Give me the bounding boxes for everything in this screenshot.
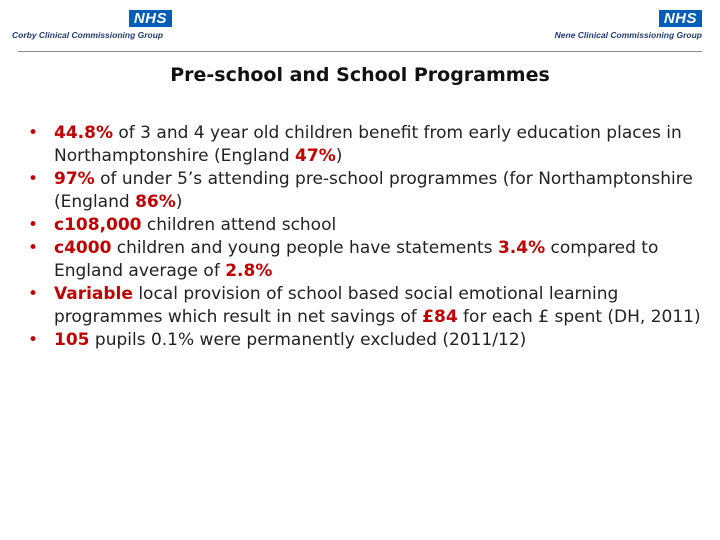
bullet-text: children attend school xyxy=(141,215,337,235)
bullet-text: for each £ spent (DH, 2011) xyxy=(457,307,701,327)
bullet-text: children and young people have statements xyxy=(111,238,498,258)
corby-ccg-logo xyxy=(12,8,172,40)
bullet-text: local provision of school based social emotional learning programmes which result in net savings of xyxy=(54,284,619,327)
bullet-item xyxy=(22,168,702,214)
highlight-value: c4000 xyxy=(54,238,112,258)
highlight-value: Variable xyxy=(54,284,133,304)
bullet-list xyxy=(22,122,702,352)
nene-ccg-name: Nene Clinical Commissioning Group xyxy=(554,30,702,40)
header xyxy=(0,0,720,52)
bullet-icon: • xyxy=(28,169,39,189)
bullet-text: pupils 0.1% were permanently excluded (2011/12) xyxy=(89,330,527,350)
bullet-icon: • xyxy=(28,330,39,350)
nhs-logo-badge: NHS xyxy=(659,10,702,27)
bullet-text: of under 5’s attending pre-school programmes (for Northamptonshire (England xyxy=(54,169,693,212)
highlight-value: 44.8% xyxy=(54,123,113,143)
highlight-value: 47% xyxy=(295,146,336,166)
nene-ccg-logo xyxy=(542,8,702,40)
corby-ccg-name: Corby Clinical Commissioning Group xyxy=(12,30,164,40)
bullet-icon: • xyxy=(28,215,39,235)
highlight-value: 86% xyxy=(135,192,176,212)
bullet-text: ) xyxy=(175,192,183,212)
bullet-text: ) xyxy=(335,146,343,166)
bullet-item xyxy=(22,122,702,168)
bullet-item xyxy=(22,329,702,352)
highlight-value: 3.4% xyxy=(497,238,546,258)
highlight-value: 2.8% xyxy=(225,261,273,281)
bullet-text: compared to England average of xyxy=(54,238,659,281)
nhs-logo-badge: NHS xyxy=(129,10,172,27)
highlight-value: 105 xyxy=(54,330,90,350)
bullet-item xyxy=(22,283,702,329)
highlight-value: c108,000 xyxy=(54,215,142,235)
bullet-icon: • xyxy=(28,123,39,143)
bullet-icon: • xyxy=(28,238,39,258)
bullet-text: of 3 and 4 year old children benefit from early education places in Northamptonshire (England xyxy=(54,123,682,166)
header-divider xyxy=(18,51,702,52)
highlight-value: £84 xyxy=(422,307,458,327)
bullet-item xyxy=(22,237,702,283)
bullet-item xyxy=(22,214,702,237)
bullet-icon: • xyxy=(28,284,39,304)
slide-title: Pre-school and School Programmes xyxy=(170,64,550,86)
highlight-value: 97% xyxy=(54,169,95,189)
